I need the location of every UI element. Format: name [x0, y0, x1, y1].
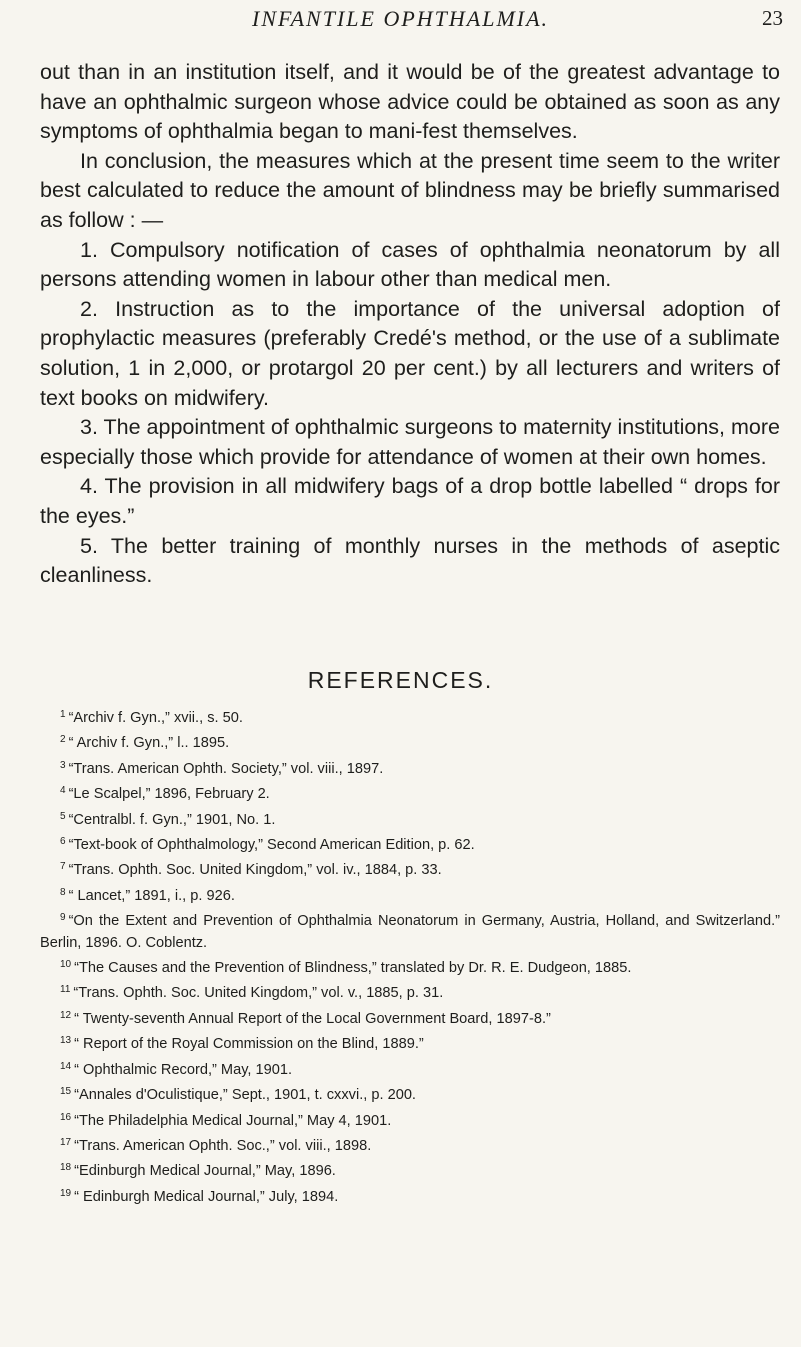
reference-text: “Le Scalpel,” 1896, February 2.: [68, 786, 270, 803]
reference-item: [40, 856, 780, 881]
reference-text: “Annales d'Oculistique,” Sept., 1901, t. cxxvi., p. 200.: [74, 1087, 416, 1104]
reference-number: 14: [60, 1060, 72, 1072]
list-item: 4. The provision in all midwifery bags of a drop bottle labelled “ drops for the eyes.”: [40, 474, 780, 528]
page-number: 23: [762, 6, 783, 30]
reference-item: [40, 882, 780, 907]
list-item: 3. The appointment of ophthalmic surgeons to maternity institutions, more especially those which provide for attendance of women at their own homes.: [40, 415, 780, 469]
reference-item: [40, 1056, 780, 1081]
references-heading: REFERENCES.: [307, 667, 494, 693]
reference-text: “ Report of the Royal Commission on the Blind, 1889.”: [74, 1036, 424, 1053]
reference-text: “ Lancet,” 1891, i., p. 926.: [68, 887, 235, 904]
reference-item: [40, 729, 780, 754]
reference-text: “Trans. American Ophth. Society,” vol. viii., 1897.: [68, 760, 384, 777]
reference-text: “Trans. American Ophth. Soc.,” vol. viii., 1898.: [74, 1137, 372, 1154]
reference-item: [40, 1132, 780, 1157]
reference-item: [40, 907, 780, 954]
reference-item: [40, 806, 780, 831]
reference-text: “Trans. Ophth. Soc. United Kingdom,” vol. v., 1885, p. 31.: [73, 985, 444, 1002]
reference-number: 3: [60, 759, 66, 771]
reference-item: [40, 1081, 780, 1106]
reference-item: [40, 954, 780, 979]
paragraph: out than in an institution itself, and it would be of the greatest advantage to have an ophthalmic surgeon whose advice could be obtained as soon as any symptoms of ophthalmia began to mani-fest themselves.: [40, 60, 780, 144]
reference-text: “Centralbl. f. Gyn.,” 1901, No. 1.: [68, 811, 276, 828]
reference-text: “The Causes and the Prevention of Blindness,” translated by Dr. R. E. Dudgeon, 1885.: [74, 960, 632, 977]
reference-number: 19: [60, 1187, 72, 1199]
reference-text: “Text-book of Ophthalmology,” Second American Edition, p. 62.: [68, 837, 475, 854]
references-list: [40, 704, 780, 1208]
reference-item: [40, 755, 780, 780]
reference-item: [40, 1107, 780, 1132]
reference-text: “ Twenty-seventh Annual Report of the Local Government Board, 1897-8.”: [74, 1010, 551, 1027]
reference-number: 7: [60, 861, 66, 873]
body-text: [40, 58, 780, 591]
reference-text: “ Archiv f. Gyn.,” l.. 1895.: [68, 735, 230, 752]
paragraph: In conclusion, the measures which at the present time seem to the writer best calculated to reduce the amount of blindness may be briefly summarised as follow : —: [40, 148, 780, 232]
reference-text: “Trans. Ophth. Soc. United Kingdom,” vol. iv., 1884, p. 33.: [68, 862, 442, 879]
reference-number: 6: [60, 836, 66, 848]
running-title: INFANTILE OPHTHALMIA.: [252, 6, 550, 31]
reference-text: “ Edinburgh Medical Journal,” July, 1894.: [74, 1188, 339, 1205]
reference-text: “Edinburgh Medical Journal,” May, 1896.: [74, 1163, 336, 1180]
reference-number: 1: [60, 709, 66, 720]
reference-item: [40, 780, 780, 805]
reference-number: 16: [60, 1111, 72, 1123]
reference-item: [40, 979, 780, 1004]
reference-item: [40, 831, 780, 856]
reference-number: 18: [60, 1162, 72, 1174]
reference-text: “On the Extent and Prevention of Ophthalmia Neonatorum in Germany, Austria, Holland, and Switzerland.” Berlin, 1896. O. Coblentz.: [40, 913, 780, 951]
reference-number: 8: [60, 886, 66, 898]
reference-number: 13: [60, 1035, 72, 1047]
reference-text: “ Ophthalmic Record,” May, 1901.: [74, 1061, 293, 1078]
reference-item: [40, 1030, 780, 1055]
reference-item: [40, 1157, 780, 1182]
list-item: 5. The better training of monthly nurses in the methods of aseptic cleanliness.: [40, 533, 780, 588]
reference-text: “The Philadelphia Medical Journal,” May 4, 1901.: [74, 1112, 392, 1129]
reference-text: “Archiv f. Gyn.,” xvii., s. 50.: [68, 710, 243, 726]
reference-item: [40, 1005, 780, 1030]
list-item: 2. Instruction as to the importance of the universal adoption of prophylactic measures (preferably Credé's method, or the use of a sublimate solution, 1 in 2,000, or protargol 20 per cent.) by all lecturers and writers of text books on midwifery.: [40, 296, 780, 410]
reference-item: [40, 1183, 780, 1208]
reference-number: 5: [60, 810, 66, 822]
reference-number: 11: [60, 984, 71, 996]
reference-number: 10: [60, 959, 72, 971]
reference-number: 12: [60, 1009, 72, 1021]
reference-number: 9: [60, 912, 66, 924]
reference-number: 15: [60, 1086, 72, 1098]
reference-number: 4: [60, 785, 66, 797]
reference-item: [40, 704, 780, 729]
reference-number: 2: [60, 734, 66, 746]
reference-number: 17: [60, 1136, 72, 1148]
list-item: 1. Compulsory notification of cases of ophthalmia neonatorum by all persons attending women in labour other than medical men.: [40, 237, 780, 292]
